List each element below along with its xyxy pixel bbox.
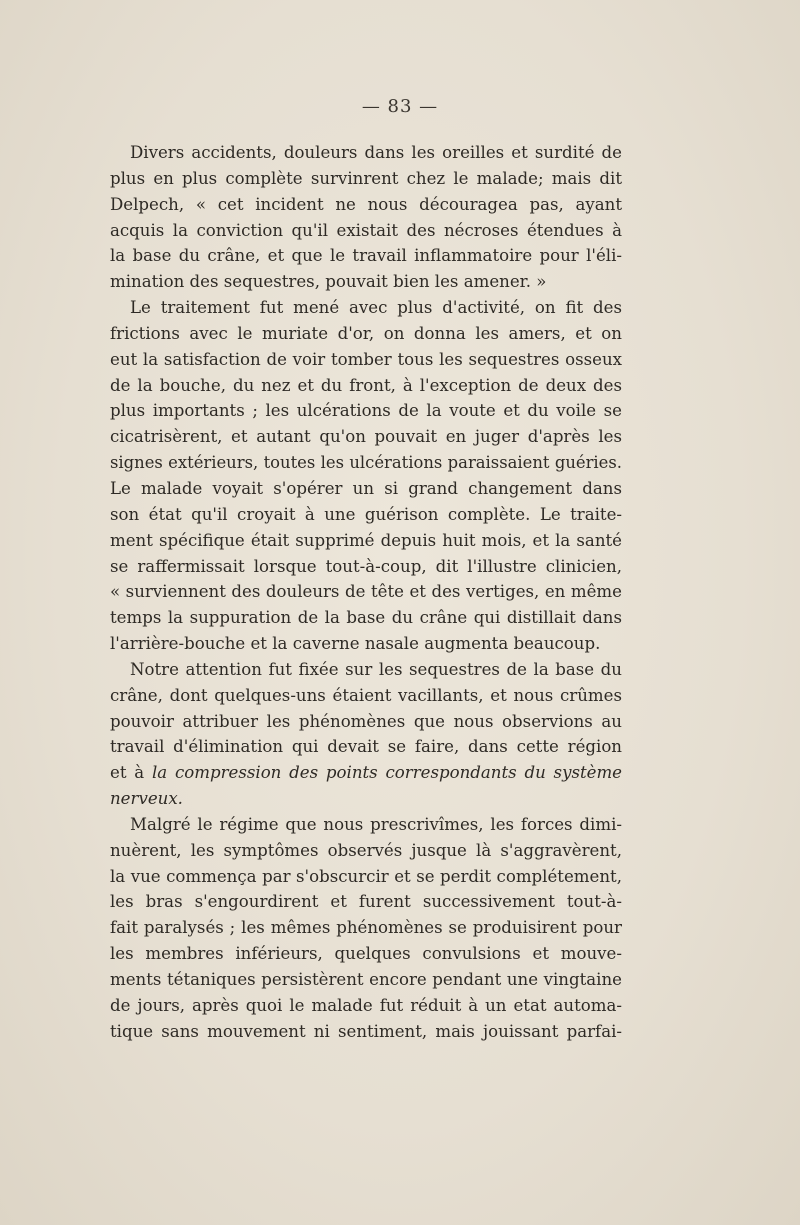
text-line — [110, 192, 622, 218]
text-line-content: acquis la conviction qu'il existait des nécroses étendues à — [110, 220, 622, 240]
text-line-content: pouvoir attribuer les phénomènes que nous observions au — [110, 711, 622, 731]
text-line — [110, 838, 622, 864]
page-number: — 83 — — [361, 96, 439, 117]
text-line-content: ments tétaniques persistèrent encore pendant une vingtaine — [110, 970, 622, 989]
text-line-content: nuèrent, les symptômes observés jusque là s'aggravèrent, — [110, 840, 622, 860]
text-line — [110, 889, 622, 915]
text-line — [110, 657, 622, 683]
text-line — [110, 786, 622, 812]
text-line-content: cicatrisèrent, et autant qu'on pouvait en juger d'après les — [110, 427, 622, 447]
text-line-content: et à — [110, 763, 152, 783]
text-line-content: de jours, après quoi le malade fut réduit à un etat automa- — [110, 995, 622, 1015]
text-line-content: Divers accidents, douleurs dans les oreilles et surdité de — [130, 143, 622, 162]
text-line — [110, 321, 622, 347]
text-line-content: tique sans mouvement ni sentiment, mais jouissant parfai- — [110, 1021, 622, 1041]
text-line — [110, 605, 622, 631]
text-line-content: temps la suppuration de la base du crâne qui distillait dans — [110, 608, 622, 628]
text-line-content: « surviennent des douleurs de tête et des vertiges, en même — [110, 582, 622, 602]
text-line-content: la base du crâne, et que le travail inflammatoire pour l'éli- — [110, 246, 622, 266]
text-line-content: Notre attention fut fixée sur les sequestres de la base du — [130, 659, 622, 679]
text-line-content: les bras s'engourdirent et furent successivement tout-à- — [110, 892, 622, 912]
text-line — [110, 269, 622, 295]
text-line — [110, 709, 622, 735]
text-line-content: plus en plus complète survinrent chez le malade; mais dit — [110, 168, 622, 188]
text-line-italic: nerveux. — [110, 789, 183, 809]
text-line — [110, 528, 622, 554]
text-line — [110, 476, 622, 502]
text-line-content: la vue commença par s'obscurcir et se perdit complétement, — [110, 866, 622, 886]
text-line-content: crâne, dont quelques-uns étaient vacillants, et nous crûmes — [110, 685, 622, 705]
text-line-content: Le traitement fut mené avec plus d'activité, on fit des — [130, 298, 622, 318]
text-line — [110, 915, 622, 941]
text-line — [110, 993, 622, 1019]
text-line-content: frictions avec le muriate d'or, on donna les amers, et on — [110, 323, 622, 343]
text-line — [110, 1019, 622, 1045]
body-text — [110, 140, 622, 1045]
text-line-content: Le malade voyait s'opérer un si grand changement dans — [110, 478, 622, 498]
text-line-content: Delpech, « cet incident ne nous découragea pas, ayant — [110, 194, 622, 214]
text-line — [110, 140, 622, 166]
text-line — [110, 967, 622, 993]
text-line — [110, 941, 622, 967]
text-line-content: Malgré le régime que nous prescrivîmes, les forces dimi- — [130, 814, 622, 834]
text-line-content: travail d'élimination qui devait se faire, dans cette région — [110, 737, 622, 757]
text-line — [110, 502, 622, 528]
text-line-content: mination des sequestres, pouvait bien les amener. » — [110, 272, 547, 292]
text-line-italic: la compression des points correspondants du système — [151, 763, 622, 783]
text-line — [110, 373, 622, 399]
text-line-content: se raffermissait lorsque tout-à-coup, dit l'illustre clinicien, — [110, 556, 622, 576]
text-line — [110, 579, 622, 605]
text-line — [110, 243, 622, 269]
text-line — [110, 218, 622, 244]
text-line-content: les membres inférieurs, quelques convulsions et mouve- — [110, 944, 622, 964]
text-line — [110, 424, 622, 450]
text-line-content: son état qu'il croyait à une guérison complète. Le traite- — [110, 504, 622, 524]
text-line — [110, 347, 622, 373]
text-line — [110, 554, 622, 580]
text-line-content: ment spécifique était supprimé depuis huit mois, et la santé — [110, 530, 622, 550]
text-line — [110, 864, 622, 890]
text-line — [110, 398, 622, 424]
text-line — [110, 166, 622, 192]
text-line — [110, 812, 622, 838]
text-line — [110, 295, 622, 321]
text-line-content: de la bouche, du nez et du front, à l'exception de deux des — [110, 375, 622, 395]
text-line-content: eut la satisfaction de voir tomber tous les sequestres osseux — [110, 349, 622, 369]
text-line — [110, 631, 622, 657]
text-line — [110, 683, 622, 709]
text-line — [110, 734, 622, 760]
text-line-content: l'arrière-bouche et la caverne nasale augmenta beaucoup. — [110, 634, 601, 654]
text-line — [110, 450, 622, 476]
text-line-content: fait paralysés ; les mêmes phénomènes se produisirent pour — [110, 918, 622, 938]
text-line-content: plus importants ; les ulcérations de la voute et du voile se — [110, 401, 622, 421]
text-line-content: signes extérieurs, toutes les ulcérations paraissaient guéries. — [110, 453, 622, 473]
text-line — [110, 760, 622, 786]
